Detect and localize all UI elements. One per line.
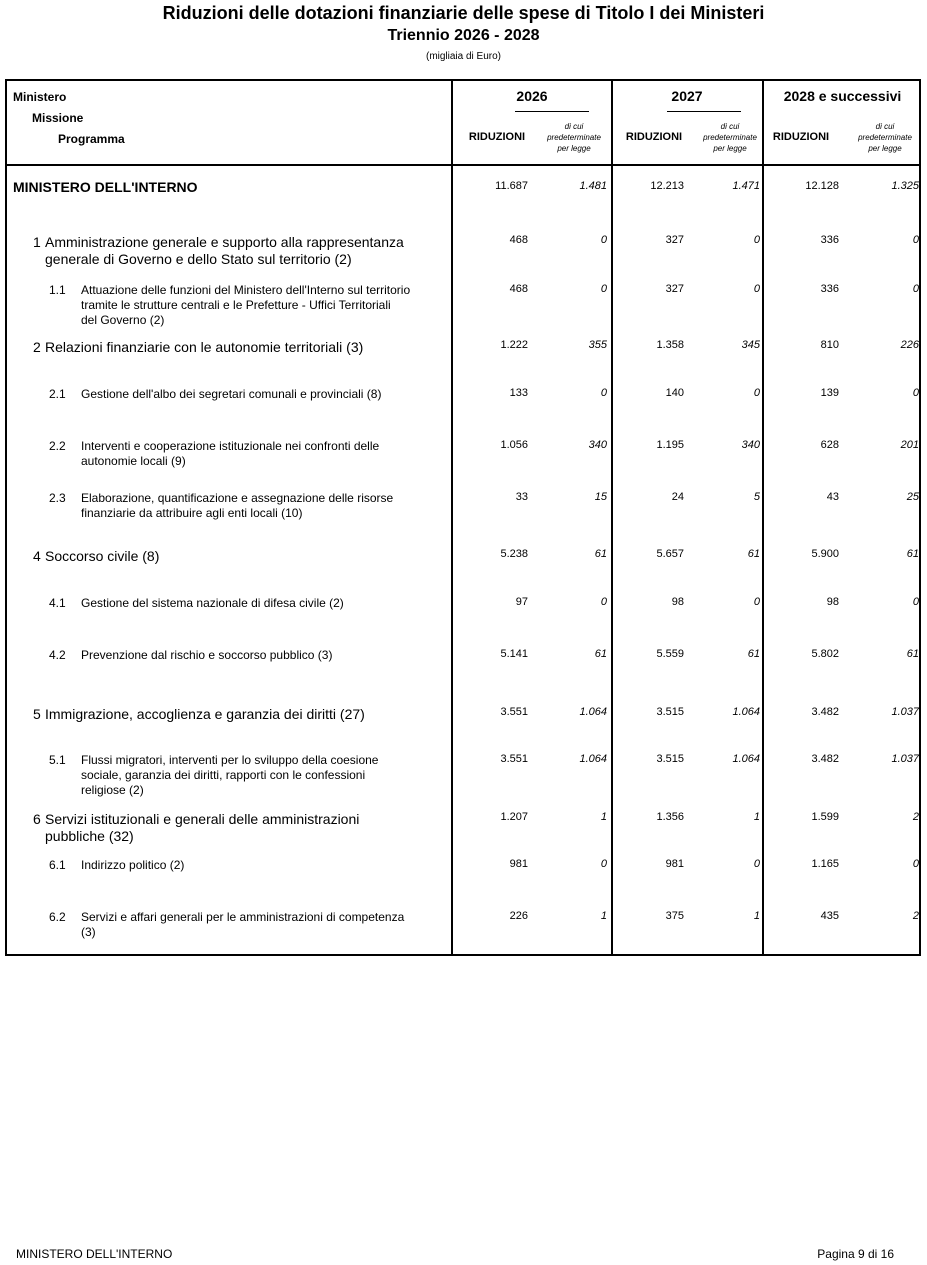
header-di-cui: di cui predeterminate per legge [703, 122, 757, 153]
predeterminate-value: 1.064 [579, 706, 607, 718]
riduzioni-value: 628 [820, 439, 839, 451]
riduzioni-value: 97 [515, 596, 528, 608]
riduzioni-value: 3.515 [656, 753, 684, 765]
mission-number: 2 [33, 339, 41, 355]
predeterminate-value: 15 [594, 491, 607, 503]
page-title: Riduzioni delle dotazioni finanziarie delle spese di Titolo I dei Ministeri [162, 3, 765, 23]
riduzioni-value: 12.213 [650, 180, 684, 192]
program-number: 2.3 [49, 491, 66, 505]
mission-label: Servizi istituzionali e generali delle amministrazioni [45, 811, 360, 827]
predeterminate-value: 0 [753, 234, 760, 246]
riduzioni-value: 226 [509, 910, 528, 922]
program-number: 2.2 [49, 439, 66, 453]
predeterminate-value: 0 [912, 858, 919, 870]
program-label: autonomie locali (9) [81, 454, 186, 468]
program-label: Attuazione delle funzioni del Ministero dell'Interno sul territorio [81, 283, 411, 297]
header-riduzioni: RIDUZIONI [468, 131, 526, 143]
predeterminate-value: 1 [753, 910, 760, 922]
predeterminate-value: 1 [600, 910, 607, 922]
riduzioni-value: 375 [665, 910, 684, 922]
riduzioni-value: 98 [826, 596, 839, 608]
mission-label: Amministrazione generale e supporto alla rappresentanza [45, 234, 404, 250]
riduzioni-value: 1.222 [500, 339, 528, 351]
page-subtitle: Triennio 2026 - 2028 [387, 27, 540, 44]
predeterminate-value: 61 [594, 648, 607, 660]
predeterminate-value: 1.064 [579, 753, 607, 765]
predeterminate-value: 61 [747, 548, 760, 560]
riduzioni-value: 468 [509, 283, 528, 295]
predeterminate-value: 0 [753, 387, 760, 399]
header-ministero: Ministero [13, 90, 67, 104]
footer-page-number: Pagina 9 di 16 [817, 1247, 894, 1261]
mission-number: 4 [33, 548, 41, 564]
mission-number: 6 [33, 811, 41, 827]
predeterminate-value: 61 [747, 648, 760, 660]
riduzioni-value: 1.358 [656, 339, 684, 351]
riduzioni-value: 98 [671, 596, 684, 608]
riduzioni-value: 327 [665, 234, 684, 246]
predeterminate-value: 0 [912, 387, 919, 399]
predeterminate-value: 1.471 [732, 180, 760, 192]
riduzioni-value: 1.356 [656, 811, 684, 823]
predeterminate-value: 0 [753, 596, 760, 608]
riduzioni-value: 1.195 [656, 439, 684, 451]
riduzioni-value: 140 [665, 387, 684, 399]
riduzioni-value: 139 [820, 387, 839, 399]
program-label: (3) [81, 925, 96, 939]
predeterminate-value: 340 [588, 439, 607, 451]
mission-label: pubbliche (32) [45, 828, 134, 844]
riduzioni-value: 1.056 [500, 439, 528, 451]
riduzioni-value: 435 [820, 910, 839, 922]
riduzioni-value: 1.207 [500, 811, 528, 823]
program-number: 4.2 [49, 648, 66, 662]
header-year-2026: 2026 [516, 88, 548, 104]
predeterminate-value: 0 [600, 596, 607, 608]
riduzioni-value: 5.141 [500, 648, 528, 660]
mission-label: Relazioni finanziarie con le autonomie territoriali (3) [45, 339, 364, 355]
predeterminate-value: 0 [753, 858, 760, 870]
predeterminate-value: 1.064 [732, 753, 760, 765]
year-underline [667, 111, 741, 112]
mission-label: Immigrazione, accoglienza e garanzia dei diritti (27) [45, 706, 365, 722]
ministry-label: MINISTERO DELL'INTERNO [13, 179, 198, 195]
unit-note: (migliaia di Euro) [425, 51, 502, 62]
predeterminate-value: 2 [912, 811, 919, 823]
program-label: religiose (2) [81, 783, 144, 797]
predeterminate-value: 0 [912, 596, 919, 608]
predeterminate-value: 2 [912, 910, 919, 922]
riduzioni-value: 3.515 [656, 706, 684, 718]
riduzioni-value: 327 [665, 283, 684, 295]
program-label: del Governo (2) [81, 313, 165, 327]
riduzioni-value: 1.165 [811, 858, 839, 870]
predeterminate-value: 1.037 [891, 706, 919, 718]
predeterminate-value: 0 [600, 283, 607, 295]
program-number: 2.1 [49, 387, 66, 401]
riduzioni-value: 981 [509, 858, 528, 870]
mission-label: generale di Governo e dello Stato sul territorio (2) [45, 251, 352, 267]
header-missione: Missione [32, 111, 84, 125]
predeterminate-value: 1 [753, 811, 760, 823]
riduzioni-value: 43 [826, 491, 839, 503]
predeterminate-value: 0 [912, 283, 919, 295]
program-label: Indirizzo politico (2) [81, 858, 185, 872]
predeterminate-value: 0 [753, 283, 760, 295]
riduzioni-value: 468 [509, 234, 528, 246]
riduzioni-value: 5.900 [811, 548, 839, 560]
predeterminate-value: 345 [741, 339, 760, 351]
riduzioni-value: 3.551 [500, 706, 528, 718]
predeterminate-value: 0 [600, 858, 607, 870]
riduzioni-value: 33 [515, 491, 528, 503]
riduzioni-value: 5.238 [500, 548, 528, 560]
predeterminate-value: 61 [906, 648, 919, 660]
riduzioni-value: 1.599 [811, 811, 839, 823]
program-label: Interventi e cooperazione istituzionale nei confronti delle [81, 439, 380, 453]
column-divider [451, 79, 453, 956]
header-di-cui: di cui predeterminate per legge [858, 122, 912, 153]
riduzioni-value: 12.128 [805, 180, 839, 192]
header-year-2028: 2028 e successivi [783, 88, 902, 104]
predeterminate-value: 1.325 [891, 180, 919, 192]
program-label: Flussi migratori, interventi per lo sviluppo della coesione [81, 753, 379, 767]
program-label: Prevenzione dal rischio e soccorso pubblico (3) [81, 648, 333, 662]
predeterminate-value: 226 [900, 339, 919, 351]
riduzioni-value: 5.657 [656, 548, 684, 560]
riduzioni-value: 336 [820, 283, 839, 295]
riduzioni-value: 3.482 [811, 753, 839, 765]
predeterminate-value: 1.037 [891, 753, 919, 765]
predeterminate-value: 340 [741, 439, 760, 451]
riduzioni-value: 24 [671, 491, 684, 503]
riduzioni-value: 11.687 [495, 180, 528, 192]
predeterminate-value: 0 [600, 234, 607, 246]
predeterminate-value: 1 [600, 811, 607, 823]
riduzioni-value: 133 [509, 387, 528, 399]
year-underline [515, 111, 589, 112]
riduzioni-value: 3.482 [811, 706, 839, 718]
predeterminate-value: 5 [753, 491, 760, 503]
header-di-cui: di cui predeterminate per legge [547, 122, 601, 153]
predeterminate-value: 0 [600, 387, 607, 399]
program-label: tramite le strutture centrali e le Prefetture - Uffici Territoriali [81, 298, 391, 312]
program-number: 4.1 [49, 596, 66, 610]
program-number: 6.2 [49, 910, 66, 924]
riduzioni-value: 336 [820, 234, 839, 246]
header-year-2027: 2027 [671, 88, 703, 104]
riduzioni-value: 981 [665, 858, 684, 870]
riduzioni-value: 5.802 [811, 648, 839, 660]
mission-number: 1 [33, 234, 41, 250]
riduzioni-value: 5.559 [656, 648, 684, 660]
predeterminate-value: 1.064 [732, 706, 760, 718]
program-label: Servizi e affari generali per le amministrazioni di competenza [81, 910, 405, 924]
header-riduzioni: RIDUZIONI [625, 131, 683, 143]
riduzioni-value: 3.551 [500, 753, 528, 765]
predeterminate-value: 201 [900, 439, 919, 451]
column-divider [611, 79, 613, 956]
mission-label: Soccorso civile (8) [45, 548, 160, 564]
header-programma: Programma [58, 132, 125, 146]
predeterminate-value: 0 [912, 234, 919, 246]
program-label: sociale, garanzia dei diritti, rapporti con le confessioni [81, 768, 366, 782]
program-number: 6.1 [49, 858, 66, 872]
mission-number: 5 [33, 706, 41, 722]
program-label: Elaborazione, quantificazione e assegnazione delle risorse [81, 491, 394, 505]
program-label: finanziarie da attribuire agli enti locali (10) [81, 506, 303, 520]
column-divider [762, 79, 764, 956]
program-label: Gestione del sistema nazionale di difesa civile (2) [81, 596, 344, 610]
header-riduzioni: RIDUZIONI [772, 131, 830, 143]
predeterminate-value: 61 [594, 548, 607, 560]
program-number: 1.1 [49, 283, 66, 297]
riduzioni-value: 810 [820, 339, 839, 351]
predeterminate-value: 61 [906, 548, 919, 560]
predeterminate-value: 1.481 [579, 180, 607, 192]
predeterminate-value: 25 [906, 491, 919, 503]
predeterminate-value: 355 [588, 339, 607, 351]
header-separator [5, 164, 921, 166]
footer-ministry: MINISTERO DELL'INTERNO [16, 1247, 173, 1261]
program-label: Gestione dell'albo dei segretari comunali e provinciali (8) [81, 387, 382, 401]
program-number: 5.1 [49, 753, 66, 767]
